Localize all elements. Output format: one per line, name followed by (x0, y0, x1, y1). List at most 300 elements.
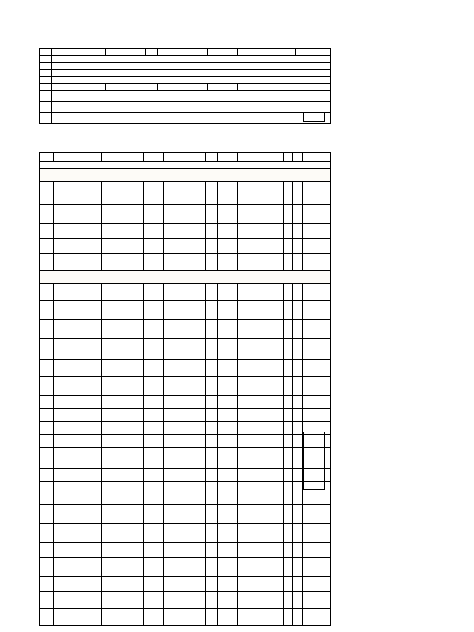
table-cell (54, 409, 102, 422)
table-cell (102, 422, 144, 435)
table-cell (54, 224, 102, 239)
table-cell (144, 377, 164, 396)
table-cell (206, 409, 218, 422)
table-row (40, 482, 331, 505)
table-cell (218, 435, 238, 448)
table-cell (164, 448, 206, 469)
table-cell (303, 524, 331, 543)
table-cell (284, 558, 293, 577)
table-cell (40, 339, 54, 360)
table-cell (218, 205, 238, 224)
header-cell (208, 84, 238, 91)
table-cell (238, 609, 284, 626)
table-row (40, 360, 331, 377)
table-cell (40, 422, 54, 435)
table-cell (293, 205, 303, 224)
table-cell (206, 577, 218, 592)
table-cell (218, 224, 238, 239)
table-cell (164, 182, 206, 205)
table-cell (164, 543, 206, 558)
table-cell (54, 469, 102, 482)
table-cell (144, 409, 164, 422)
table-row (40, 469, 331, 482)
table-row (40, 377, 331, 396)
table-cell (102, 609, 144, 626)
header-cell (208, 49, 238, 56)
table-cell (144, 396, 164, 409)
table-cell (144, 469, 164, 482)
table-cell (144, 505, 164, 524)
table-cell (284, 435, 293, 448)
table-cell (284, 422, 293, 435)
table-cell (218, 301, 238, 320)
table-cell (102, 224, 144, 239)
table-cell (218, 577, 238, 592)
table-cell (144, 205, 164, 224)
header-label (40, 63, 52, 70)
table-cell (284, 448, 293, 469)
table-cell (284, 396, 293, 409)
table-cell (102, 320, 144, 339)
header-row (40, 70, 331, 77)
table-row (40, 182, 331, 205)
table-cell (293, 609, 303, 626)
table-cell (293, 482, 303, 505)
table-cell (218, 543, 238, 558)
table-cell (238, 409, 284, 422)
table-cell (144, 224, 164, 239)
column-header (238, 153, 284, 162)
table-cell (164, 524, 206, 543)
header-row (40, 56, 331, 63)
table-cell (218, 396, 238, 409)
header-cell (52, 84, 106, 91)
table-cell (102, 360, 144, 377)
table-row (40, 239, 331, 254)
table-cell (102, 505, 144, 524)
table-cell (40, 254, 54, 271)
table-cell (238, 448, 284, 469)
table-cell (206, 524, 218, 543)
header-label (40, 91, 52, 102)
table-cell (238, 592, 284, 609)
table-cell (54, 301, 102, 320)
table-cell (238, 320, 284, 339)
table-cell (54, 320, 102, 339)
table-cell (40, 320, 54, 339)
table-cell (144, 577, 164, 592)
header-row (40, 113, 331, 124)
table-cell (293, 592, 303, 609)
table-cell (218, 469, 238, 482)
table-cell (284, 360, 293, 377)
table-cell (238, 377, 284, 396)
table-cell (293, 254, 303, 271)
header-row (40, 91, 331, 102)
table-cell (238, 254, 284, 271)
table-cell (293, 396, 303, 409)
table-cell (40, 543, 54, 558)
note-row (40, 162, 331, 169)
column-header (102, 153, 144, 162)
table-cell (206, 592, 218, 609)
table-cell (238, 396, 284, 409)
table-cell (293, 558, 303, 577)
table-cell (238, 339, 284, 360)
table-cell (206, 360, 218, 377)
table-cell (284, 577, 293, 592)
table-cell (102, 448, 144, 469)
table-cell (303, 577, 331, 592)
header-row (40, 63, 331, 70)
table-cell (54, 543, 102, 558)
table-cell (54, 182, 102, 205)
table-cell (293, 377, 303, 396)
table-cell (102, 301, 144, 320)
table-cell (40, 577, 54, 592)
table-cell (238, 558, 284, 577)
table-row (40, 205, 331, 224)
table-cell (238, 422, 284, 435)
table-cell (54, 592, 102, 609)
table-cell (206, 543, 218, 558)
table-cell (164, 422, 206, 435)
table-row (40, 409, 331, 422)
table-cell (144, 254, 164, 271)
table-cell (164, 339, 206, 360)
table-cell (303, 543, 331, 558)
table-cell (284, 205, 293, 224)
table-cell (144, 284, 164, 301)
table-cell (293, 469, 303, 482)
table-cell (206, 320, 218, 339)
table-cell (293, 505, 303, 524)
table-cell (144, 339, 164, 360)
table-cell (144, 558, 164, 577)
table-cell (164, 320, 206, 339)
table-cell (164, 609, 206, 626)
table-cell (144, 435, 164, 448)
table-cell (284, 505, 293, 524)
column-header (206, 153, 218, 162)
table-row (40, 543, 331, 558)
table-cell (164, 284, 206, 301)
table-cell (206, 205, 218, 224)
header-cell (40, 49, 52, 56)
table-row (40, 320, 331, 339)
table-cell (293, 448, 303, 469)
table-cell (284, 524, 293, 543)
table-cell (218, 320, 238, 339)
table-cell (54, 577, 102, 592)
table-cell (40, 524, 54, 543)
table-cell (164, 469, 206, 482)
table-row (40, 396, 331, 409)
table-cell (102, 339, 144, 360)
table-cell (218, 422, 238, 435)
table-cell (293, 301, 303, 320)
table-cell (144, 448, 164, 469)
table-cell (144, 360, 164, 377)
header-cell (296, 49, 331, 56)
header-row (40, 102, 331, 113)
table-row (40, 609, 331, 626)
table-cell (40, 284, 54, 301)
table-cell (303, 592, 331, 609)
table-cell (238, 435, 284, 448)
table-cell (102, 239, 144, 254)
table-cell (164, 396, 206, 409)
table-cell (218, 482, 238, 505)
header-label (40, 113, 52, 124)
header-cell (106, 49, 146, 56)
table-cell (206, 435, 218, 448)
table-cell (284, 469, 293, 482)
table-row (40, 524, 331, 543)
table-cell (54, 205, 102, 224)
table-cell (54, 396, 102, 409)
table-cell (218, 409, 238, 422)
header-cell (238, 84, 331, 91)
table-cell (40, 592, 54, 609)
table-cell (40, 505, 54, 524)
table-cell (218, 558, 238, 577)
table-cell (303, 558, 331, 577)
table-row (40, 505, 331, 524)
table-cell (218, 339, 238, 360)
header-value (52, 56, 331, 63)
table-cell (284, 320, 293, 339)
table-cell (284, 377, 293, 396)
table-cell (284, 224, 293, 239)
header-value (52, 70, 331, 77)
table-cell (164, 577, 206, 592)
table-cell (40, 239, 54, 254)
table-cell (40, 482, 54, 505)
table-cell (144, 182, 164, 205)
table-cell (54, 339, 102, 360)
table-cell (54, 254, 102, 271)
table-cell (293, 422, 303, 435)
header-cell (146, 49, 158, 56)
table-cell (54, 609, 102, 626)
table-cell (206, 239, 218, 254)
table-cell (206, 284, 218, 301)
table-cell (102, 377, 144, 396)
table-cell (206, 505, 218, 524)
section-header (40, 271, 331, 284)
table-cell (102, 469, 144, 482)
header-cell (238, 49, 296, 56)
table-cell (40, 558, 54, 577)
table-cell (206, 254, 218, 271)
table-cell (102, 205, 144, 224)
table-cell (54, 524, 102, 543)
table-cell (54, 505, 102, 524)
section-header-row (40, 169, 331, 182)
table-cell (206, 182, 218, 205)
table-cell (218, 609, 238, 626)
table-cell (238, 482, 284, 505)
table-cell (102, 409, 144, 422)
table-cell (218, 254, 238, 271)
header-cell (106, 84, 158, 91)
table-cell (218, 239, 238, 254)
document-title (39, 40, 330, 48)
table-cell (144, 239, 164, 254)
table-row (40, 224, 331, 239)
table-cell (218, 182, 238, 205)
table-cell (293, 435, 303, 448)
table-cell (238, 543, 284, 558)
table-cell (54, 377, 102, 396)
header-row (40, 84, 331, 91)
table-cell (164, 409, 206, 422)
table-cell (102, 592, 144, 609)
table-cell (284, 284, 293, 301)
header-cell (158, 49, 208, 56)
header-value (52, 63, 331, 70)
table-cell (144, 422, 164, 435)
table-cell (164, 360, 206, 377)
side-note (303, 432, 325, 490)
table-cell (54, 284, 102, 301)
table-cell (284, 543, 293, 558)
header-value (52, 91, 331, 102)
column-header (54, 153, 102, 162)
header-table (39, 48, 331, 124)
table-cell (218, 360, 238, 377)
table-cell (206, 224, 218, 239)
table-cell (54, 422, 102, 435)
column-header (293, 153, 303, 162)
inspection-table (39, 152, 331, 626)
table-cell (206, 377, 218, 396)
table-cell (293, 577, 303, 592)
table-cell (218, 448, 238, 469)
table-row (40, 577, 331, 592)
table-cell (102, 577, 144, 592)
table-cell (164, 254, 206, 271)
table-cell (206, 339, 218, 360)
table-row (40, 301, 331, 320)
table-cell (54, 448, 102, 469)
table-row (40, 448, 331, 469)
table-cell (102, 543, 144, 558)
table-cell (40, 448, 54, 469)
table-cell (293, 284, 303, 301)
table-cell (102, 254, 144, 271)
column-header (284, 153, 293, 162)
table-cell (144, 543, 164, 558)
table-cell (293, 224, 303, 239)
table-cell (284, 301, 293, 320)
table-cell (238, 524, 284, 543)
table-cell (218, 505, 238, 524)
table-cell (40, 609, 54, 626)
table-cell (102, 182, 144, 205)
header-label (40, 102, 52, 113)
table-cell (164, 482, 206, 505)
table-cell (284, 482, 293, 505)
table-cell (218, 284, 238, 301)
table-cell (40, 301, 54, 320)
header-cell (40, 84, 52, 91)
header-label (40, 70, 52, 77)
table-cell (40, 377, 54, 396)
table-cell (284, 339, 293, 360)
table-cell (40, 396, 54, 409)
table-cell (102, 284, 144, 301)
header-row (40, 77, 331, 84)
table-cell (40, 182, 54, 205)
header-value (52, 113, 331, 124)
table-cell (164, 377, 206, 396)
table-cell (206, 609, 218, 626)
table-cell (206, 482, 218, 505)
table-cell (40, 224, 54, 239)
table-cell (284, 182, 293, 205)
table-row (40, 592, 331, 609)
table-cell (293, 360, 303, 377)
header-value (52, 102, 331, 113)
table-cell (54, 558, 102, 577)
table-cell (284, 239, 293, 254)
table-cell (293, 543, 303, 558)
table-cell (238, 360, 284, 377)
table-cell (238, 469, 284, 482)
table-cell (40, 435, 54, 448)
table-cell (293, 320, 303, 339)
table-cell (293, 524, 303, 543)
table-cell (238, 224, 284, 239)
header-label (40, 77, 52, 84)
side-column (303, 112, 325, 490)
table-cell (144, 482, 164, 505)
table-cell (144, 301, 164, 320)
table-cell (54, 239, 102, 254)
table-cell (164, 435, 206, 448)
table-cell (206, 422, 218, 435)
table-cell (102, 435, 144, 448)
table-cell (206, 448, 218, 469)
table-cell (218, 377, 238, 396)
table-cell (293, 182, 303, 205)
table-cell (206, 396, 218, 409)
table-cell (102, 524, 144, 543)
table-cell (40, 205, 54, 224)
table-cell (164, 239, 206, 254)
table-cell (238, 284, 284, 301)
header-row (40, 49, 331, 56)
table-cell (238, 182, 284, 205)
column-header (40, 153, 54, 162)
table-cell (293, 409, 303, 422)
table-cell (293, 339, 303, 360)
table-cell (164, 558, 206, 577)
column-header (164, 153, 206, 162)
table-cell (284, 254, 293, 271)
header-value (52, 77, 331, 84)
column-header (144, 153, 164, 162)
note-text (40, 162, 331, 169)
table-cell (218, 524, 238, 543)
table-cell (54, 435, 102, 448)
header-cell (158, 84, 208, 91)
table-cell (284, 592, 293, 609)
table-cell (293, 239, 303, 254)
table-cell (144, 592, 164, 609)
